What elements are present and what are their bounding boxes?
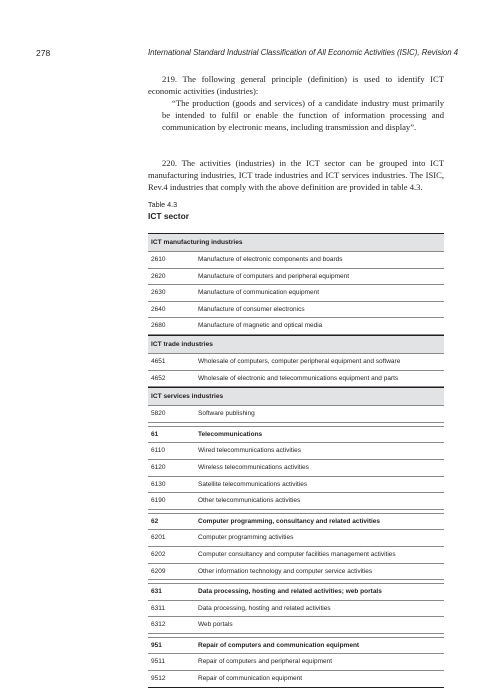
description-cell: Other information technology and computer service activities xyxy=(198,567,373,575)
description-cell: Wireless telecommunications activities xyxy=(198,463,309,471)
table-row xyxy=(148,371,444,388)
description-cell: Manufacture of magnetic and optical media xyxy=(198,322,323,330)
table-group-row xyxy=(148,513,444,531)
table-row xyxy=(148,530,444,547)
table-row xyxy=(148,269,444,286)
section-heading-manufacturing: ICT manufacturing industries xyxy=(148,233,444,252)
code-cell: 2630 xyxy=(151,289,166,297)
description-cell: Data processing, hosting and related activities; web portals xyxy=(198,588,382,596)
code-cell: 5820 xyxy=(151,410,166,418)
description-cell: Repair of communication equipment xyxy=(198,675,303,683)
code-cell: 2680 xyxy=(151,322,166,330)
table-group-row xyxy=(148,426,444,444)
paragraph-220: 220. The activities (industries) in the ICT sector can be grouped into ICT manufacturing industries, ICT trade industries and ICT services industries. The ISIC, Rev.4 industries that comply with the above definition are provided in table 4.3. xyxy=(148,158,444,193)
code-cell: 9512 xyxy=(151,675,166,683)
code-cell: 6202 xyxy=(151,550,166,558)
description-cell: Data processing, hosting and related activities xyxy=(198,604,331,612)
code-cell: 62 xyxy=(151,517,159,525)
description-cell: Wholesale of computers, computer peripheral equipment and software xyxy=(198,357,401,365)
table-row xyxy=(148,252,444,269)
code-cell: 6190 xyxy=(151,497,166,505)
ict-sector-table xyxy=(148,233,444,688)
section-heading-services: ICT services industries xyxy=(148,387,444,406)
code-cell: 9511 xyxy=(151,658,165,666)
table-caption: Table 4.3 xyxy=(148,200,178,209)
code-cell: 6311 xyxy=(151,604,165,612)
code-cell: 2640 xyxy=(151,305,166,313)
code-cell: 2620 xyxy=(151,272,166,280)
table-row xyxy=(148,654,444,671)
table-row xyxy=(148,285,444,302)
table-row xyxy=(148,443,444,460)
description-cell: Manufacture of computers and peripheral equipment xyxy=(198,272,350,280)
definition-quote: “The production (goods and services) of a candidate industry must primarily be intended to fulfil or enable the function of information processing and communication by electronic means, including transmission and display”. xyxy=(162,98,444,133)
code-cell: 6110 xyxy=(151,447,165,455)
description-cell: Manufacture of consumer electronics xyxy=(198,305,305,313)
table-row xyxy=(148,406,444,423)
table-row xyxy=(148,601,444,618)
description-cell: Repair of computers and communication equipment xyxy=(198,641,360,649)
table-row xyxy=(148,460,444,477)
table-row xyxy=(148,671,444,688)
description-cell: Computer consultancy and computer facilities management activities xyxy=(198,550,396,558)
code-cell: 6312 xyxy=(151,621,166,629)
table-row xyxy=(148,477,444,494)
code-cell: 6120 xyxy=(151,463,166,471)
table-group-row xyxy=(148,583,444,601)
description-cell: Wholesale of electronic and telecommunications equipment and parts xyxy=(198,374,399,382)
code-cell: 631 xyxy=(151,588,162,596)
code-cell: 61 xyxy=(151,430,159,438)
table-row xyxy=(148,302,444,319)
page-number: 278 xyxy=(36,48,51,58)
code-cell: 4652 xyxy=(151,374,166,382)
description-cell: Computer programming activities xyxy=(198,534,294,542)
running-title: International Standard Industrial Classification of All Economic Activities (ISIC), Revision 4 xyxy=(148,48,459,57)
description-cell: Software publishing xyxy=(198,410,255,418)
table-row xyxy=(148,564,444,581)
description-cell: Repair of computers and peripheral equipment xyxy=(198,658,333,666)
table-row xyxy=(148,617,444,634)
description-cell: Manufacture of electronic components and boards xyxy=(198,256,343,263)
code-cell: 6130 xyxy=(151,480,166,488)
table-row xyxy=(148,318,444,335)
table-row xyxy=(148,493,444,510)
code-cell: 4651 xyxy=(151,357,166,365)
description-cell: Manufacture of communication equipment xyxy=(198,289,320,297)
description-cell: Other telecommunications activities xyxy=(198,497,301,505)
paragraph-219: 219. The following general principle (definition) is used to identify ICT economic activities (industries): xyxy=(148,74,444,97)
description-cell: Wired telecommunications activities xyxy=(198,447,301,455)
section-heading-trade: ICT trade industries xyxy=(148,335,444,354)
table-row xyxy=(148,547,444,564)
table-row xyxy=(148,354,444,371)
code-cell: 6201 xyxy=(151,534,166,542)
code-cell: 2610 xyxy=(151,256,166,263)
description-cell: Satellite telecommunications activities xyxy=(198,480,308,488)
code-cell: 6209 xyxy=(151,567,166,575)
description-cell: Computer programming, consultancy and related activities xyxy=(198,517,381,525)
description-cell: Web portals xyxy=(198,621,233,629)
description-cell: Telecommunications xyxy=(198,430,263,438)
table-title: ICT sector xyxy=(148,211,189,221)
code-cell: 951 xyxy=(151,641,162,649)
